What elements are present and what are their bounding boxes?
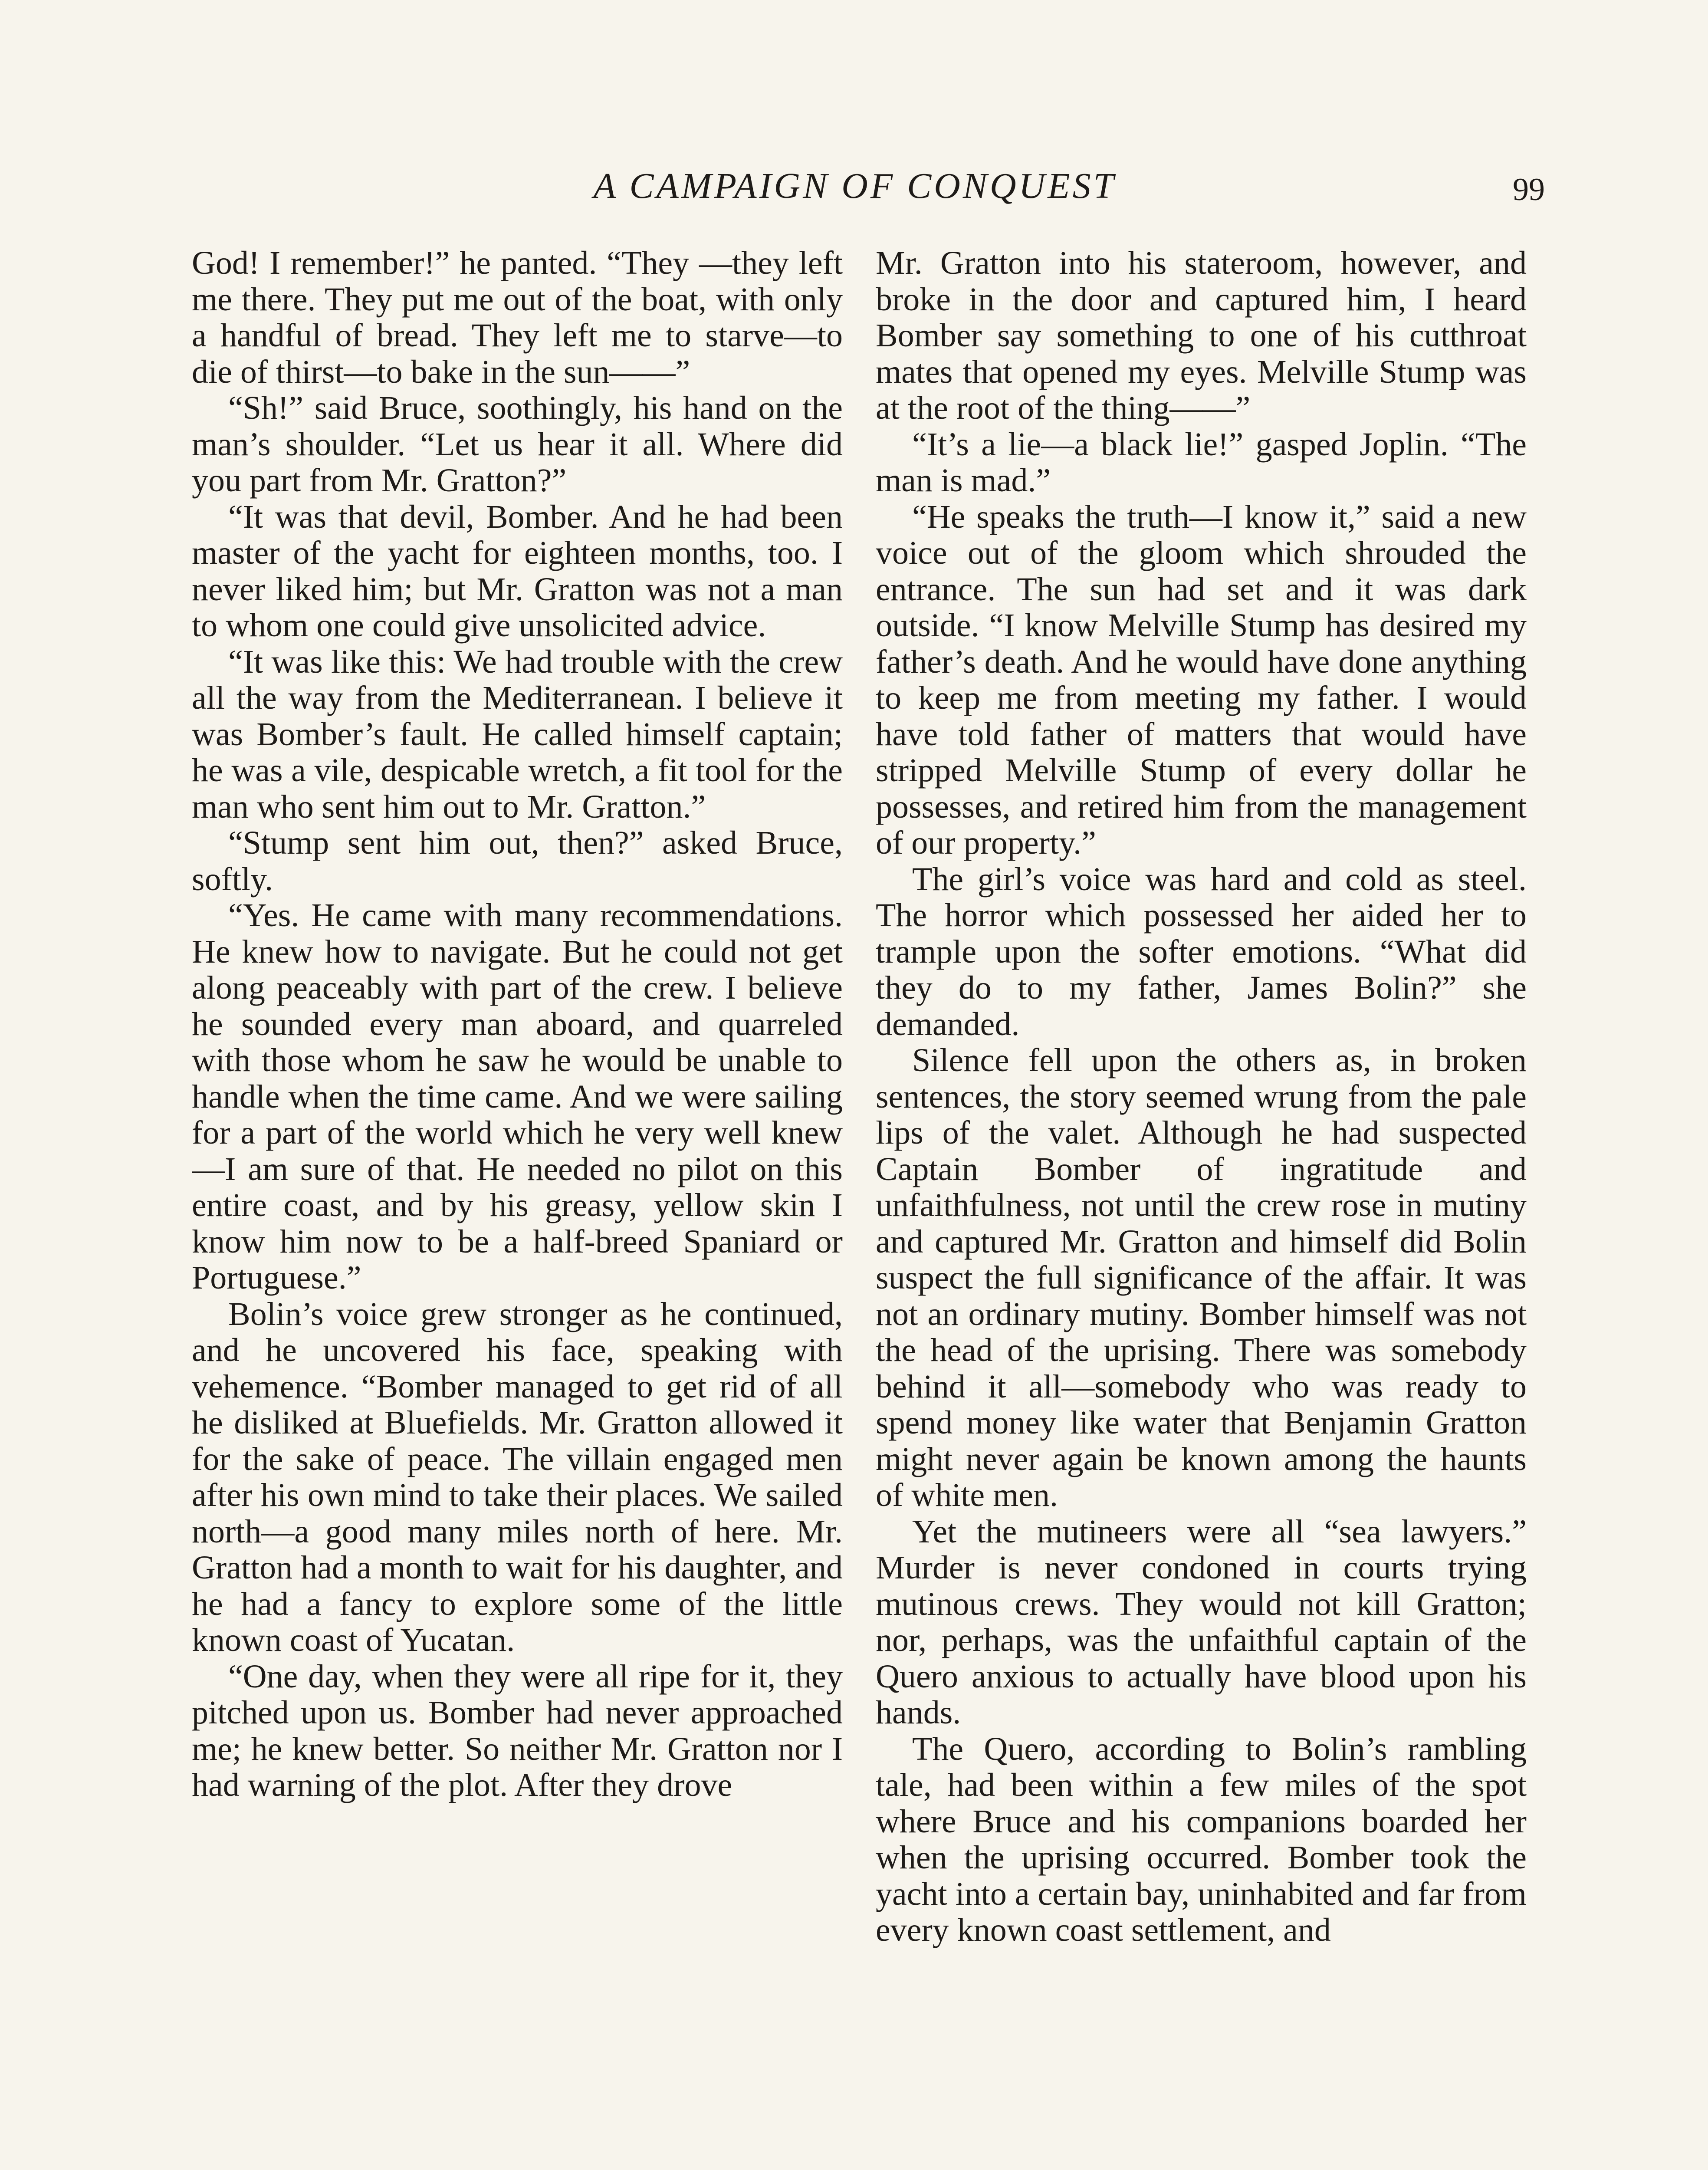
paragraph: “Sh!” said Bruce, soothingly, his hand on the man’s shoulder. “Let us hear it all. Where did you part from Mr. Gratton?” — [192, 390, 843, 499]
paragraph: The Quero, according to Bolin’s rambling tale, had been within a few miles of the spot where Bruce and his companions boarded her when the uprising occurred. Bomber took the yacht into a certain bay, uninhabited and far from every known coast settlement, and — [876, 1730, 1527, 1948]
right-column — [876, 245, 1527, 2170]
paragraph: Mr. Gratton into his stateroom, however, and broke in the door and captured him, I heard Bomber say something to one of his cutthroat mates that opened my eyes. Melville Stump was at the root of the thing——” — [876, 245, 1527, 426]
paragraph: “Stump sent him out, then?” asked Bruce, softly. — [192, 825, 843, 898]
paragraph: God! I remember!” he panted. “They —they left me there. They put me out of the boat, with only a handful of bread. They left me to starve—to die of thirst—to bake in the sun——” — [192, 245, 843, 390]
paragraph: “He speaks the truth—I know it,” said a new voice out of the gloom which shrouded the entrance. The sun had set and it was dark outside. “I know Melville Stump has desired my father’s death. And he would have done anything to keep me from meeting my father. I would have told father of matters that would have stripped Melville Stump of every dollar he possesses, and retired him from the management of our property.” — [876, 498, 1527, 861]
paragraph: “It was like this: We had trouble with the crew all the way from the Mediterranean. I believe it was Bomber’s fault. He called himself captain; he was a vile, despicable wretch, a fit tool for the man who sent him out to Mr. Gratton.” — [192, 643, 843, 825]
left-column — [192, 245, 843, 2170]
paragraph: “It’s a lie—a black lie!” gasped Joplin. “The man is mad.” — [876, 426, 1527, 499]
paragraph: Silence fell upon the others as, in broken sentences, the story seemed wrung from the pale lips of the valet. Although he had suspected Captain Bomber of ingratitude and unfaithfulness, not until the crew rose in mutiny and captured Mr. Gratton and himself did Bolin suspect the full significance of the affair. It was not an ordinary mutiny. Bomber himself was not the head of the uprising. There was somebody behind it all—somebody who was ready to spend money like water that Benjamin Gratton might never again be known among the haunts of white men. — [876, 1042, 1527, 1513]
paragraph: Bolin’s voice grew stronger as he continued, and he uncovered his face, speaking with vehemence. “Bomber managed to get rid of all he disliked at Bluefields. Mr. Gratton allowed it for the sake of peace. The villain engaged men after his own mind to take their places. We sailed north—a good many miles north of here. Mr. Gratton had a month to wait for his daughter, and he had a fancy to explore some of the little known coast of Yucatan. — [192, 1295, 843, 1658]
running-title: A CAMPAIGN OF CONQUEST — [593, 166, 1117, 206]
paragraph: “Yes. He came with many recommendations. He knew how to navigate. But he could not get along peaceably with part of the crew. I believe he sounded every man aboard, and quarreled with those whom he saw he would be unable to handle when the time came. And we were sailing for a part of the world which he very well knew—I am sure of that. He needed no pilot on this entire coast, and by his greasy, yellow skin I know him now to be a half-breed Spaniard or Portuguese.” — [192, 897, 843, 1296]
page-number: 99 — [1513, 172, 1545, 207]
paragraph: “One day, when they were all ripe for it, they pitched upon us. Bomber had never approached me; he knew better. So neither Mr. Gratton nor I had warning of the plot. After they drove — [192, 1658, 843, 1803]
paragraph: “It was that devil, Bomber. And he had been master of the yacht for eighteen months, too. I never liked him; but Mr. Gratton was not a man to whom one could give unsolicited advice. — [192, 498, 843, 644]
paragraph: The girl’s voice was hard and cold as steel. The horror which possessed her aided her to trample upon the softer emotions. “What did they do to my father, James Bolin?” she demanded. — [876, 861, 1527, 1042]
paragraph: Yet the mutineers were all “sea lawyers.” Murder is never condoned in courts trying mutinous crews. They would not kill Gratton; nor, perhaps, was the unfaithful captain of the Quero anxious to actually have blood upon his hands. — [876, 1513, 1527, 1731]
